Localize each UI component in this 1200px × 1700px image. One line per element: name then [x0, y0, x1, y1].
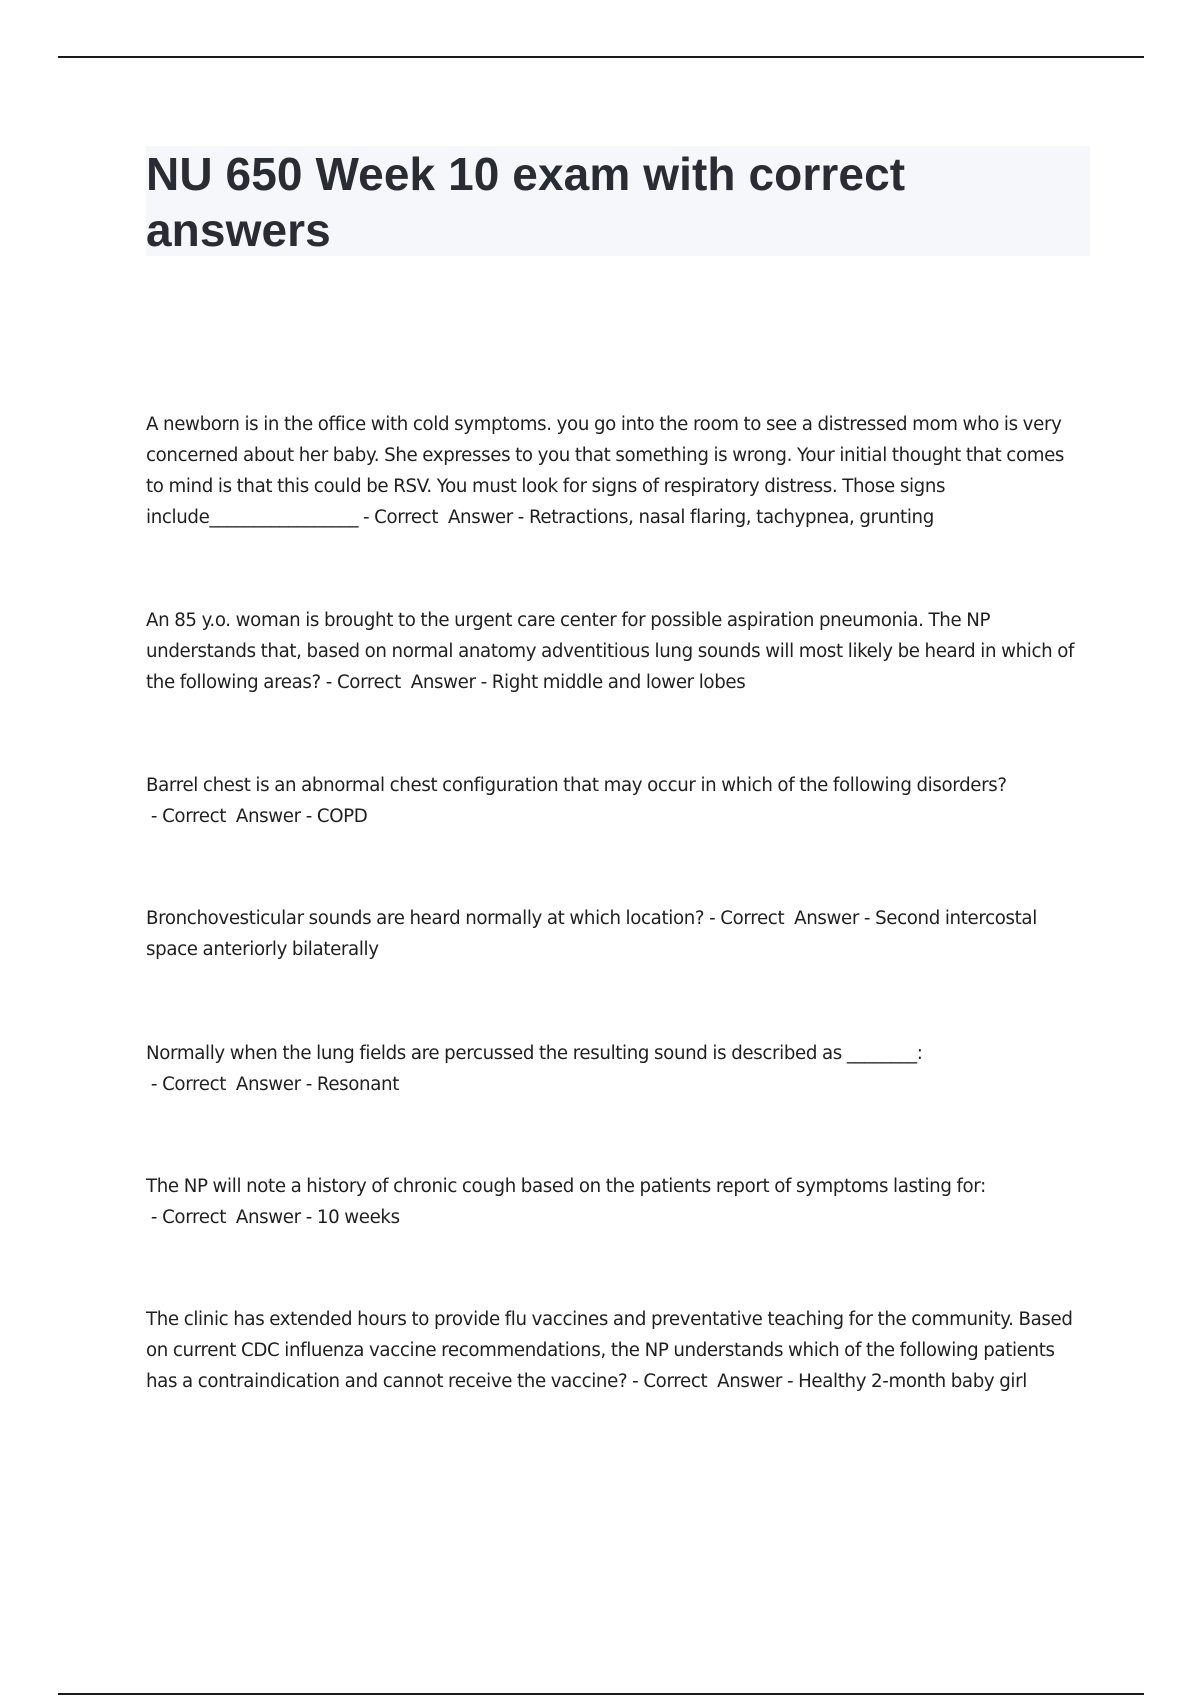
bottom-rule [58, 1693, 1144, 1695]
answer-separator: - Correct Answer - [358, 507, 529, 528]
answer-text: Resonant [316, 1074, 399, 1095]
question-text: A newborn is in the office with cold symptoms. you go into the room to see a distressed mom who is very concerned about her baby. She expresses to you that something is wrong. Your initial thought that comes to mind is that this could be RSV. You must look for signs of respiratory distress. Those signs include_________________ [146, 414, 1065, 528]
page-title: NU 650 Week 10 exam with correct answers [146, 148, 906, 256]
qa-item-3 [146, 770, 1086, 832]
question-text: The NP will note a history of chronic cough based on the patients report of symptoms lasting for: [146, 1176, 986, 1197]
qa-item-4 [146, 903, 1086, 965]
question-text: An 85 y.o. woman is brought to the urgent care center for possible aspiration pneumonia. The NP understands that, based on normal anatomy adventitious lung sounds will most likely be heard in which of the following areas? [146, 610, 1075, 693]
top-rule [58, 56, 1144, 58]
title-banner [146, 146, 1090, 256]
question-text: Barrel chest is an abnormal chest configuration that may occur in which of the following disorders? [146, 775, 1007, 796]
qa-item-2 [146, 605, 1086, 698]
answer-separator: - Correct Answer - [320, 672, 492, 693]
question-text: Bronchovesticular sounds are heard normally at which location? [146, 908, 705, 929]
answer-text: Healthy 2-month baby girl [798, 1371, 1027, 1392]
answer-separator: - Correct Answer - [627, 1371, 799, 1392]
answer-text: COPD [316, 806, 368, 827]
answer-separator: - Correct Answer - [146, 1074, 317, 1095]
answer-separator: - Correct Answer - [146, 1207, 317, 1228]
question-text: The clinic has extended hours to provide flu vaccines and preventative teaching for the community. Based on current CDC influenza vaccine recommendations, the NP understands which of the following patients has a contraindication and cannot receive the vaccine? [146, 1309, 1073, 1392]
answer-text: Right middle and lower lobes [491, 672, 746, 693]
qa-item-7 [146, 1304, 1086, 1397]
qa-item-5 [146, 1038, 1086, 1100]
answer-separator: - Correct Answer - [704, 908, 876, 929]
question-text: Normally when the lung fields are percussed the resulting sound is described as ________: [146, 1043, 923, 1064]
answer-text: Second intercostal space anteriorly bilaterally [146, 908, 1037, 960]
qa-item-6 [146, 1171, 1086, 1233]
answer-separator: - Correct Answer - [146, 806, 317, 827]
qa-item-1 [146, 409, 1086, 533]
answer-text: 10 weeks [316, 1207, 400, 1228]
answer-text: Retractions, nasal flaring, tachypnea, grunting [528, 507, 934, 528]
